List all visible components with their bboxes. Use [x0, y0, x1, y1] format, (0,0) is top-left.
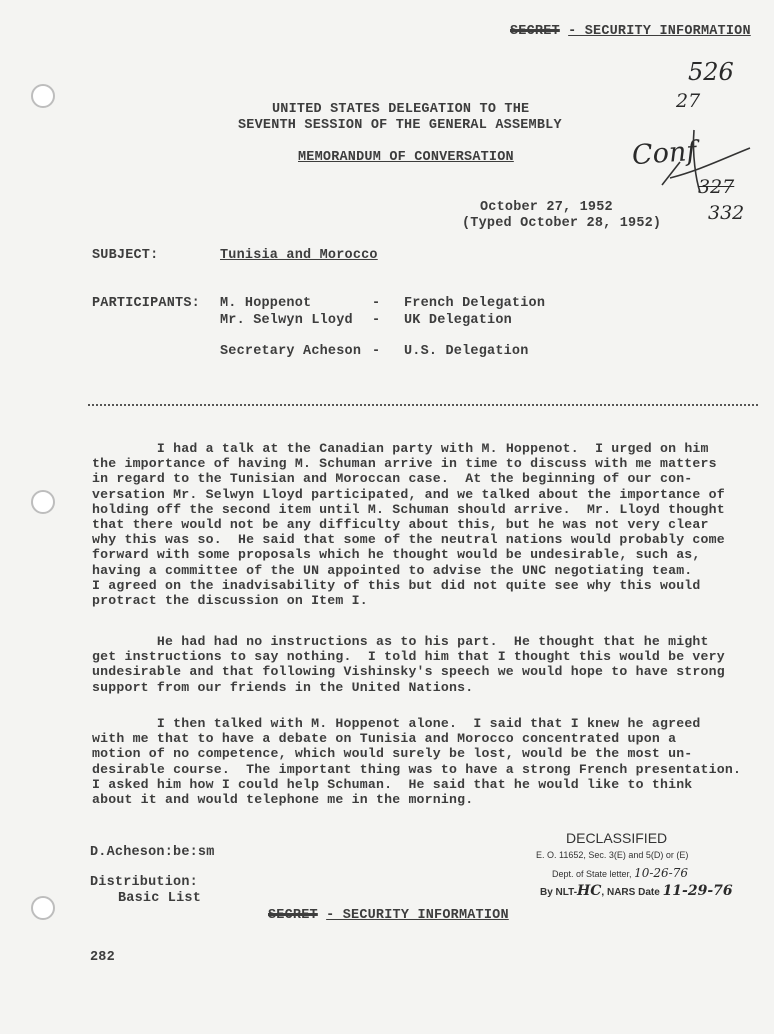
declassified-reviewer: By NLT-HC, NARS Date 11-29-76: [540, 883, 733, 899]
header-line1: UNITED STATES DELEGATION TO THE: [272, 102, 530, 117]
participant-delegation: UK Delegation: [404, 313, 512, 328]
declassified-letter: Dept. of State letter, 10-26-76: [552, 866, 688, 880]
handwriting-526: 526: [688, 58, 734, 86]
declassified-nars-date: 11-29-76: [662, 883, 733, 899]
handwriting-conf: Conf: [630, 135, 698, 172]
declassified-letter-date: 10-26-76: [634, 866, 688, 880]
memo-typed-date: (Typed October 28, 1952): [462, 216, 662, 231]
participant-name: M. Hoppenot: [220, 296, 312, 311]
classification-text: - SECURITY INFORMATION: [568, 24, 751, 39]
classification-text: - SECURITY INFORMATION: [326, 908, 509, 923]
punch-hole-bottom: [31, 896, 55, 920]
classification-bottom: [268, 908, 509, 923]
body-paragraph-1: I had a talk at the Canadian party with M. Hoppenot. I urged on him the importance of having M. Schuman arrive in time to discuss with me matters in regard to the Tunisian and Moroccan case. At the beginning of our con- versation Mr. Selwyn Lloyd participated, and we talked about the importance of holding off the second item until M. Schuman should arrive. Mr. Lloyd thought that there would not be any difficulty about this, but he was not very clear why this was so. He said that some of the neutral nations would probably come forward with some proposals which he thought would be undesirable, such as, having a committee of the UN appointed to advise the UNC negotiating team. I agreed on the inadvisability of this but did not quite see why this would protract the discussion on Item I.: [92, 441, 725, 609]
body-paragraph-3: I then talked with M. Hoppenot alone. I said that I knew he agreed with me that to have a debate on Tunisia and Morocco concentrated upon a motion of no competence, which would surely be lost, would be the most un- desirable course. The important thing was to have a strong French presentation. I asked him how I could help Schuman. He said that he would like to think about it and would telephone me in the morning.: [92, 716, 742, 808]
participant-dash: -: [372, 296, 381, 311]
separator-rule: [88, 404, 758, 406]
page-number: 282: [90, 950, 115, 965]
classification-top: [510, 24, 751, 39]
punch-hole-top: [31, 84, 55, 108]
memo-date: October 27, 1952: [480, 200, 613, 215]
handwriting-332: 332: [708, 202, 745, 224]
participant-dash: -: [372, 344, 381, 359]
subject-value: Tunisia and Morocco: [220, 248, 378, 263]
declassified-authority: E. O. 11652, Sec. 3(E) and 5(D) or (E): [536, 850, 689, 860]
memo-title: MEMORANDUM OF CONVERSATION: [298, 150, 514, 165]
participants-label: PARTICIPANTS:: [92, 296, 200, 311]
distribution-label: Distribution:: [90, 875, 198, 890]
declassified-reviewer-initials: HC: [577, 883, 602, 899]
participant-name: Mr. Selwyn Lloyd: [220, 313, 353, 328]
declassified-title: DECLASSIFIED: [566, 830, 668, 846]
participant-name: Secretary Acheson: [220, 344, 362, 359]
author-initials: D.Acheson:be:sm: [90, 845, 215, 860]
punch-hole-middle: [31, 490, 55, 514]
handwriting-327: 327: [698, 176, 735, 198]
distribution-value: Basic List: [118, 891, 202, 906]
classification-struck: SECRET: [510, 24, 560, 39]
header-line2: SEVENTH SESSION OF THE GENERAL ASSEMBLY: [238, 118, 562, 133]
participant-dash: -: [372, 313, 381, 328]
handwriting-27: 27: [676, 90, 701, 112]
participant-delegation: French Delegation: [404, 296, 546, 311]
subject-label: SUBJECT:: [92, 248, 159, 263]
classification-struck: SECRET: [268, 908, 318, 923]
body-paragraph-2: He had had no instructions as to his part. He thought that he might get instructions to say nothing. I told him that I thought this would be very undesirable and that following Vishinsky's speech we would hope to have strong support from our friends in the United Nations.: [92, 634, 725, 695]
participant-delegation: U.S. Delegation: [404, 344, 529, 359]
